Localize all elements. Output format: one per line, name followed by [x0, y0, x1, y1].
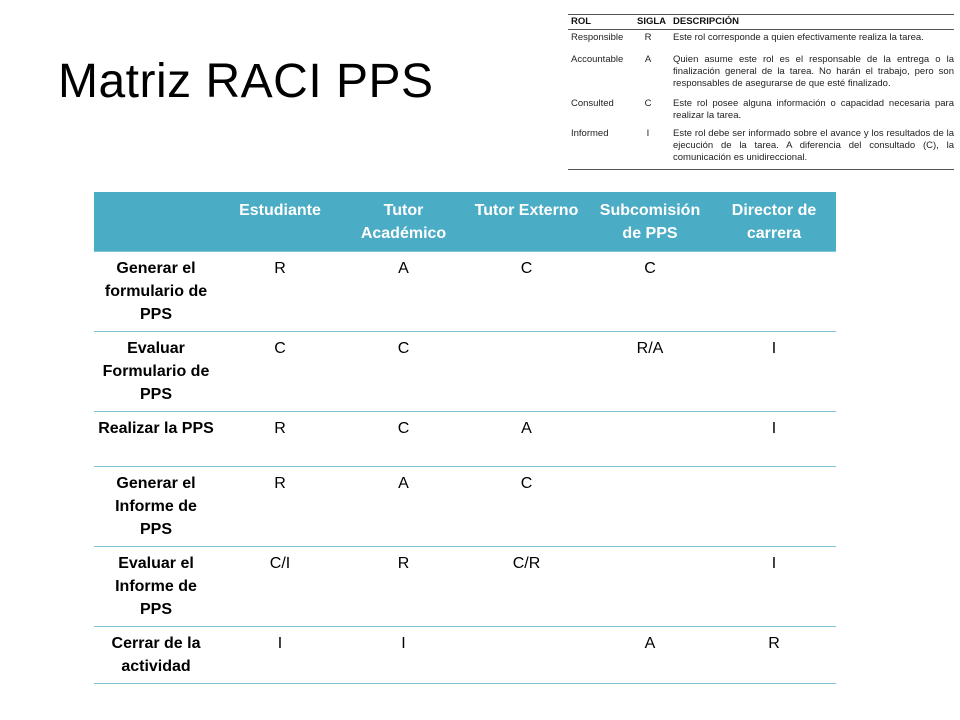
legend-header-rol: ROL — [571, 16, 592, 27]
table-row — [94, 412, 836, 467]
header-tutor-externo: Tutor Externo — [465, 192, 588, 252]
header-director: Director de carrera — [712, 192, 836, 252]
task-cell: Generar el Informe de PPS — [94, 467, 218, 547]
task-cell: Realizar la PPS — [94, 412, 218, 467]
table-cell: I — [712, 412, 836, 467]
task-cell: Generar el formulario de PPS — [94, 252, 218, 332]
legend-row — [568, 122, 954, 164]
table-cell — [712, 467, 836, 547]
table-cell: I — [342, 627, 465, 684]
header-task — [94, 192, 218, 252]
table-cell: R — [342, 547, 465, 627]
legend-sigla: I — [646, 128, 650, 139]
table-cell: A — [465, 412, 588, 467]
table-cell: R — [218, 467, 342, 547]
table-cell: A — [342, 467, 465, 547]
table-row — [94, 547, 836, 627]
table-cell: I — [218, 627, 342, 684]
legend-header-sigla: SIGLA — [637, 16, 667, 27]
table-cell: C — [342, 412, 465, 467]
task-cell: Evaluar el Informe de PPS — [94, 547, 218, 627]
header-subcomision: Subcomisión de PPS — [588, 192, 712, 252]
table-row — [94, 332, 836, 412]
legend-sigla: A — [644, 54, 652, 65]
table-cell: C — [465, 252, 588, 332]
table-cell: R — [218, 252, 342, 332]
table-row — [94, 627, 836, 684]
legend-divider — [568, 168, 954, 170]
legend-rol: Responsible — [571, 32, 624, 43]
table-cell — [712, 252, 836, 332]
page-title: Matriz RACI PPS — [58, 55, 434, 108]
table-cell: R/A — [588, 332, 712, 412]
table-cell: C — [342, 332, 465, 412]
header-estudiante: Estudiante — [218, 192, 342, 252]
legend-sigla: R — [644, 32, 652, 43]
legend-header-descripcion: DESCRIPCIÓN — [673, 16, 739, 27]
header-tutor-academico: Tutor Académico — [342, 192, 465, 252]
task-cell: Evaluar Formulario de PPS — [94, 332, 218, 412]
table-header-row — [94, 192, 836, 252]
table-cell: C — [465, 467, 588, 547]
table-row — [94, 252, 836, 332]
legend-description: Quien asume este rol es el responsable de la entrega o la finalización general de la tarea. No harán el trabajo, pero son responsables de asegurarse de que esté finalizado. — [673, 54, 954, 89]
raci-matrix-table — [94, 192, 836, 684]
legend-description: Este rol corresponde a quien efectivamente realiza la tarea. — [673, 32, 924, 43]
table-cell: C/R — [465, 547, 588, 627]
table-cell — [588, 412, 712, 467]
table-cell: C — [218, 332, 342, 412]
legend-rol: Informed — [571, 128, 609, 139]
legend-description: Este rol posee alguna información o capacidad necesaria para realizar la tarea. — [673, 98, 954, 121]
table-cell: A — [588, 627, 712, 684]
table-cell: C — [588, 252, 712, 332]
table-cell: C/I — [218, 547, 342, 627]
table-cell: I — [712, 332, 836, 412]
table-cell — [588, 467, 712, 547]
table-cell — [465, 627, 588, 684]
table-row — [94, 467, 836, 547]
table-cell: R — [218, 412, 342, 467]
table-cell: I — [712, 547, 836, 627]
table-cell: R — [712, 627, 836, 684]
legend-row — [568, 30, 954, 44]
legend-header — [568, 14, 954, 30]
legend-description: Este rol debe ser informado sobre el avance y los resultados de la ejecución de la tarea. A diferencia del consultado (C), la comunicación es unidireccional. — [673, 128, 954, 163]
legend-row — [568, 44, 954, 90]
legend-sigla: C — [644, 98, 652, 109]
task-cell: Cerrar de la actividad — [94, 627, 218, 684]
role-legend — [568, 14, 954, 170]
table-cell — [465, 332, 588, 412]
legend-row — [568, 90, 954, 122]
table-cell: A — [342, 252, 465, 332]
legend-rol: Accountable — [571, 54, 624, 65]
legend-rol: Consulted — [571, 98, 614, 109]
table-cell — [588, 547, 712, 627]
